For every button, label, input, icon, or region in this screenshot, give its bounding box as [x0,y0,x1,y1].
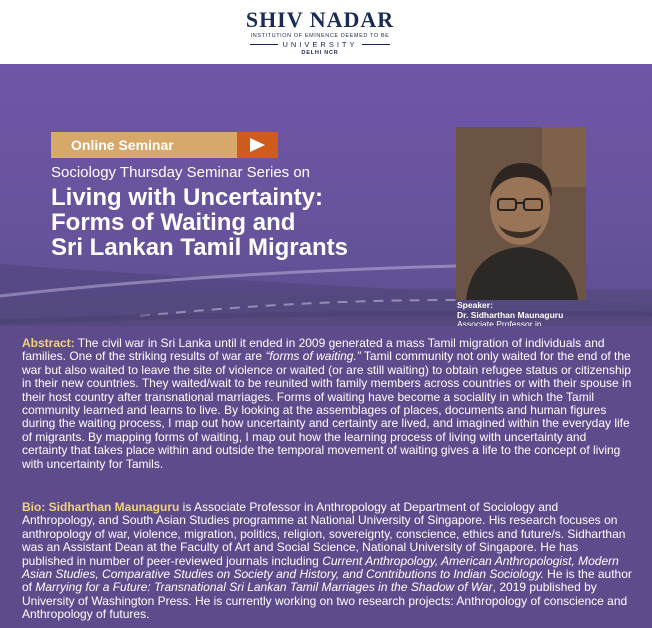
abstract-text: Tamil community not only waited for the end of the war but also waited to leave the site of violence or waited (or are still waiting) to obtain refugee status or citizenship in their new countries. They waited/wait to be reunited with family members across countries or with their spouse in their host country after transnational marriages. Forms of waiting have become a sociality in which the Tamil community learned and learns to live. By looking at the assemblages of places, documents and human figures during the waiting process, I map out how uncertainty and certainty are lived, and imagined within the everyday life of migrants. By mapping forms of waiting, I map out how the learning process of living with uncertainty and certainty that takes place within and outside the temporal movement of waiting gives a life to the concept of living with uncertainty for Tamils. [22,349,632,471]
seminar-banner [0,64,652,326]
seminar-title [51,185,431,260]
title-line: Living with Uncertainty: [51,184,324,211]
logo-university: UNIVERSITY [282,40,358,49]
seminar-series: Sociology Thursday Seminar Series on [51,164,311,181]
header [0,0,652,64]
logo-title: SHIV NADAR [245,7,395,32]
logo-rule-left [250,44,278,45]
abstract-text: The civil war in Sri Lanka until it ended in 2009 generated a mass Tamil migration of individuals and families. One of the striking results of war are [22,336,605,364]
title-line: Forms of Waiting and [51,209,296,236]
bio-label: Bio: Sidharthan Maunaguru [22,500,180,514]
abstract-emphasis: “forms of waiting.” [265,349,361,364]
seminar-details [0,326,652,628]
badge-label: Online Seminar [51,132,237,158]
play-icon [237,132,278,158]
speaker-portrait-icon [456,127,586,300]
logo-tagline: INSTITUTION OF EMINENCE DEEMED TO BE [250,33,390,39]
bio-text: is Associate Professor in Anthropology at Department of Sociology and Anthropology, and South Asian Studies programme at National University of Singapore. His research focuses on anthropology of war, violence, migration, politics, religion, sovereignty, conscience, ethics and future/s. Sidharthan was an Assistant Dean at the Faculty of Art and Social Science, National University of Singapore. He has published in number of peer-reviewed journals including [22,500,626,568]
bio-journals: Current Anthropology, American Anthropologist, Modern Asian Studies, Comparative Studies on Society and History, and Contributions to Indian Sociology. [22,553,619,582]
speaker-line: Associate Professor in [457,319,542,326]
abstract-paragraph [22,337,632,471]
speaker-name: Dr. Sidharthan Maunaguru [457,309,564,320]
bio-text: , 2019 published by University of Washington Press. He is currently working on two research projects: Anthropology of conscience and Anthropology of futures. [22,580,628,622]
logo-rule-right [362,44,390,45]
title-line: Sri Lankan Tamil Migrants [51,234,348,261]
bio-book-title: Marrying for a Future: Transnational Sri Lankan Tamil Marriages in the Shadow of War [35,580,493,595]
logo-university-row [220,40,420,49]
bio-paragraph [22,501,632,622]
bio-text: He is the author of [22,567,632,595]
online-seminar-badge [51,132,278,158]
university-logo [220,8,420,57]
abstract-label: Abstract: [22,336,75,350]
speaker-photo [456,127,586,300]
speaker-info [457,301,647,326]
logo-location: DELHI NCR [301,50,339,56]
speaker-heading: Speaker: [457,300,493,310]
